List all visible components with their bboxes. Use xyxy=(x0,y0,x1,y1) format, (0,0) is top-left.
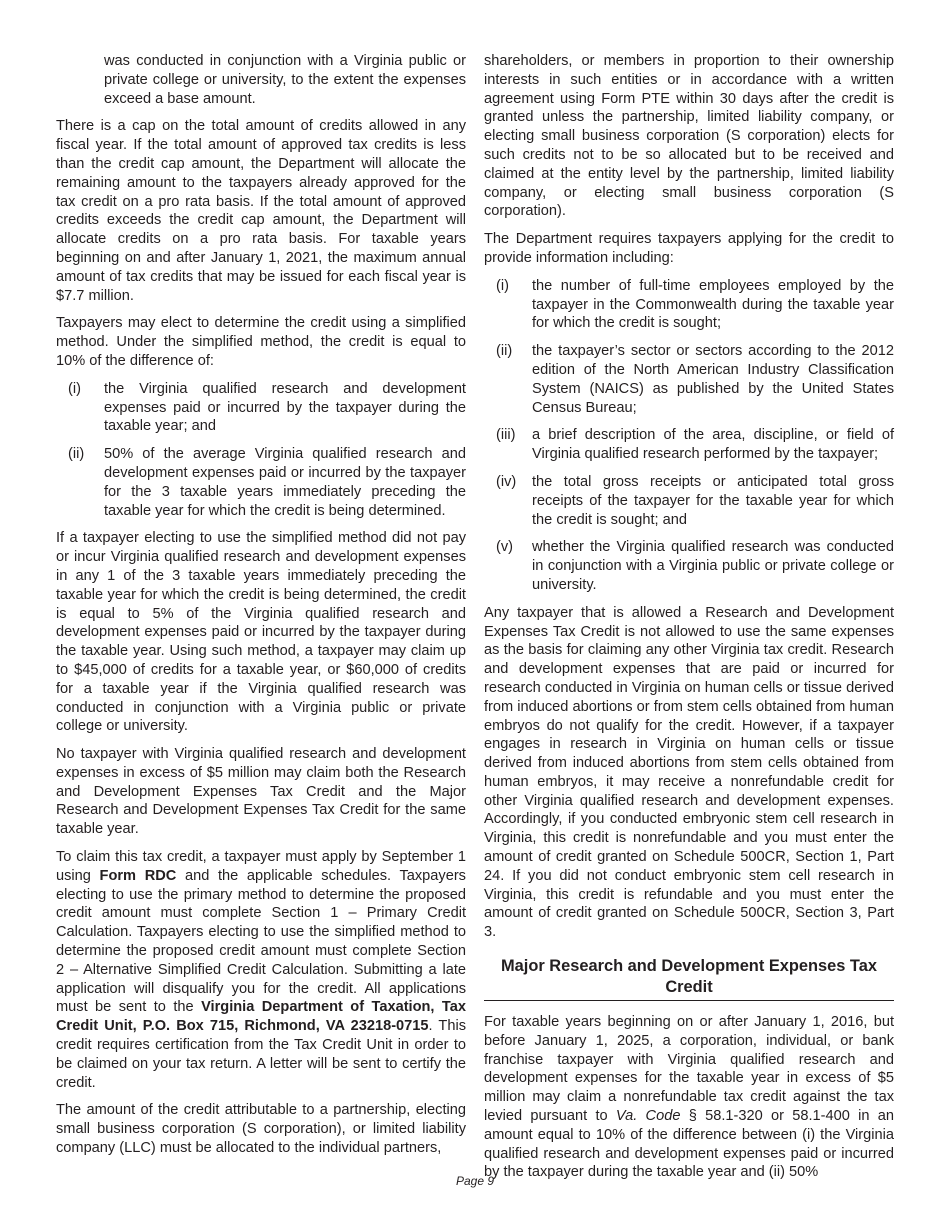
paragraph: Any taxpayer that is allowed a Research and Development Expenses Tax Credit is not allowed to use the same expenses as the basis for claiming any other Virginia tax credit. Research and development expenses that are paid or incurred for research conducted in Virginia on human cells or tissue derived from induced abortions or from stem cells obtained from human embryos do not qualify for the credit. However, if a taxpayer engages in research in Virginia on human cells or tissue derived from induced abortions from stem cells obtained from human embryos, it may receive a nonrefundable credit for other Virginia qualified research and development expenses. Accordingly, if you conducted embryonic stem cell research in Virginia, this credit is nonrefundable and you must enter the amount of credit granted on Schedule 500CR, Section 1, Part 24. If you did not conduct embryonic stem cell research in Virginia, this credit is refundable and you must enter the amount of credit granted on Schedule 500CR, Section 3, Part 3. xyxy=(484,604,894,941)
paragraph: For taxable years beginning on or after January 1, 2016, but before January 1, 2025, a corporation, individual, or bank franchise taxpayer with Virginia qualified research and development expenses for the taxable year in excess of $5 million may claim a nonrefundable tax credit against the tax levied pursuant to Va. Code § 58.1-320 or 58.1-400 in an amount equal to 10% of the difference between (i) the Virginia qualified research and development expenses paid or incurred by the taxpayer during the taxable year and (ii) 50% xyxy=(484,1014,894,1181)
list-text: 50% of the average Virginia qualified research and development expenses paid or incurred by the taxpayer for the 3 taxable years immediately preceding the taxable year for which the credit is being determined. xyxy=(104,446,466,519)
list-text: the taxpayer’s sector or sectors according to the 2012 edition of the North American Industry Classification System (NAICS) as published by the United States Census Bureau; xyxy=(532,343,894,416)
paragraph: If a taxpayer electing to use the simplified method did not pay or incur Virginia qualified research and development expenses in any 1 of the 3 taxable years immediately preceding the taxable year for which the credit is being determined, the credit is equal to 5% of the Virginia qualified research and development expenses paid or incurred by the taxpayer during the taxable year. Using such method, a taxpayer may claim up to $45,000 of credits for a taxable year, or $60,000 of credits for a taxable year if the Virginia qualified research was conducted in conjunction with a Virginia public or private college or university. xyxy=(56,530,466,735)
list-item xyxy=(484,342,894,417)
paragraph: The amount of the credit attributable to a partnership, electing small business corporation (S corporation), or limited liability company (LLC) must be allocated to the individual partners, xyxy=(56,1102,466,1157)
list-text: a brief description of the area, discipline, or field of Virginia qualified research performed by the taxpayer; xyxy=(532,427,894,463)
mailing-address: Virginia Department of Taxation, Tax Credit Unit, P.O. Box 715, Richmond, VA 23218-0715 xyxy=(56,999,466,1035)
list-number: (i) xyxy=(68,380,81,397)
list-number: (ii) xyxy=(68,446,85,463)
code-citation: Va. Code xyxy=(615,1108,681,1125)
list-text: whether the Virginia qualified research was conducted in conjunction with a Virginia public or private college or university. xyxy=(532,539,894,593)
paragraph-claim-instructions: To claim this tax credit, a taxpayer must apply by September 1 using Form RDC and the applicable schedules. Taxpayers electing to use the primary method to determine the proposed credit amount must complete Section 1 – Primary Credit Calculation. Taxpayers electing to use the simplified method to determine the proposed credit amount must complete Section 2 – Alternative Simplified Credit Calculation. Submitting a late application will disqualify you for the credit. All applications must be sent to the Virginia Department of Taxation, Tax Credit Unit, P.O. Box 715, Richmond, VA 23218-0715. This credit requires certification from the Tax Credit Unit in order to be claimed on your tax return. A letter will be sent to certify the credit. xyxy=(56,849,466,1091)
list-number: (i) xyxy=(496,277,509,294)
list-text: the total gross receipts or anticipated total gross receipts of the taxpayer for the taxable year for which the credit is sought; and xyxy=(532,473,894,528)
list-item xyxy=(56,380,466,436)
left-column xyxy=(56,52,466,1167)
list-number: (v) xyxy=(496,539,514,556)
paragraph: was conducted in conjunction with a Virginia public or private college or university, to the extent the expenses exceed a base amount. xyxy=(104,53,466,107)
form-name: Form RDC xyxy=(99,867,177,884)
list-text: the Virginia qualified research and development expenses paid or incurred by the taxpayer during the taxable year; and xyxy=(104,380,466,435)
list-item xyxy=(484,538,894,594)
paragraph: The Department requires taxpayers applying for the credit to provide information including: xyxy=(484,231,894,266)
list-text: the number of full-time employees employed by the taxpayer in the Commonwealth during the taxable year for which the credit is sought; xyxy=(532,277,894,332)
page-number: Page 9 xyxy=(455,1174,495,1188)
list-number: (iii) xyxy=(496,427,516,444)
list-item xyxy=(484,473,894,529)
list-number: (ii) xyxy=(496,343,513,360)
paragraph: Taxpayers may elect to determine the credit using a simplified method. Under the simplified method, the credit is equal to 10% of the difference of: xyxy=(56,315,466,369)
list-item xyxy=(56,445,466,520)
paragraph: shareholders, or members in proportion to their ownership interests in such entities or in accordance with a written agreement using Form PTE within 30 days after the credit is granted unless the partnership, limited liability company, or electing small business corporation (S corporation) elects for such credits not to be so allocated but to be received and claimed at the entity level by the partnership, limited liability company, or electing small business corporation (S corporation). xyxy=(484,53,894,220)
right-column xyxy=(484,52,894,1191)
section-heading: Major Research and Development Expenses Tax Credit xyxy=(484,956,894,1001)
list-item xyxy=(484,426,894,464)
paragraph: There is a cap on the total amount of credits allowed in any fiscal year. If the total amount of approved tax credits is less than the credit cap amount, the Department will allocate the remaining amount to the taxpayers already approved for the tax credit on a pro rata basis. If the total amount of approved credits exceeds the credit cap amount, the Department will allocate credits on a pro rata basis. For taxable years beginning on and after January 1, 2021, the maximum annual amount of tax credits that may be issued for each fiscal year is $7.7 million. xyxy=(56,118,466,304)
list-number: (iv) xyxy=(496,473,517,490)
list-item xyxy=(484,277,894,333)
paragraph: No taxpayer with Virginia qualified research and development expenses in excess of $5 million may claim both the Research and Development Expenses Tax Credit and the Major Research and Development Expenses Tax Credit for the same taxable year. xyxy=(56,746,466,838)
